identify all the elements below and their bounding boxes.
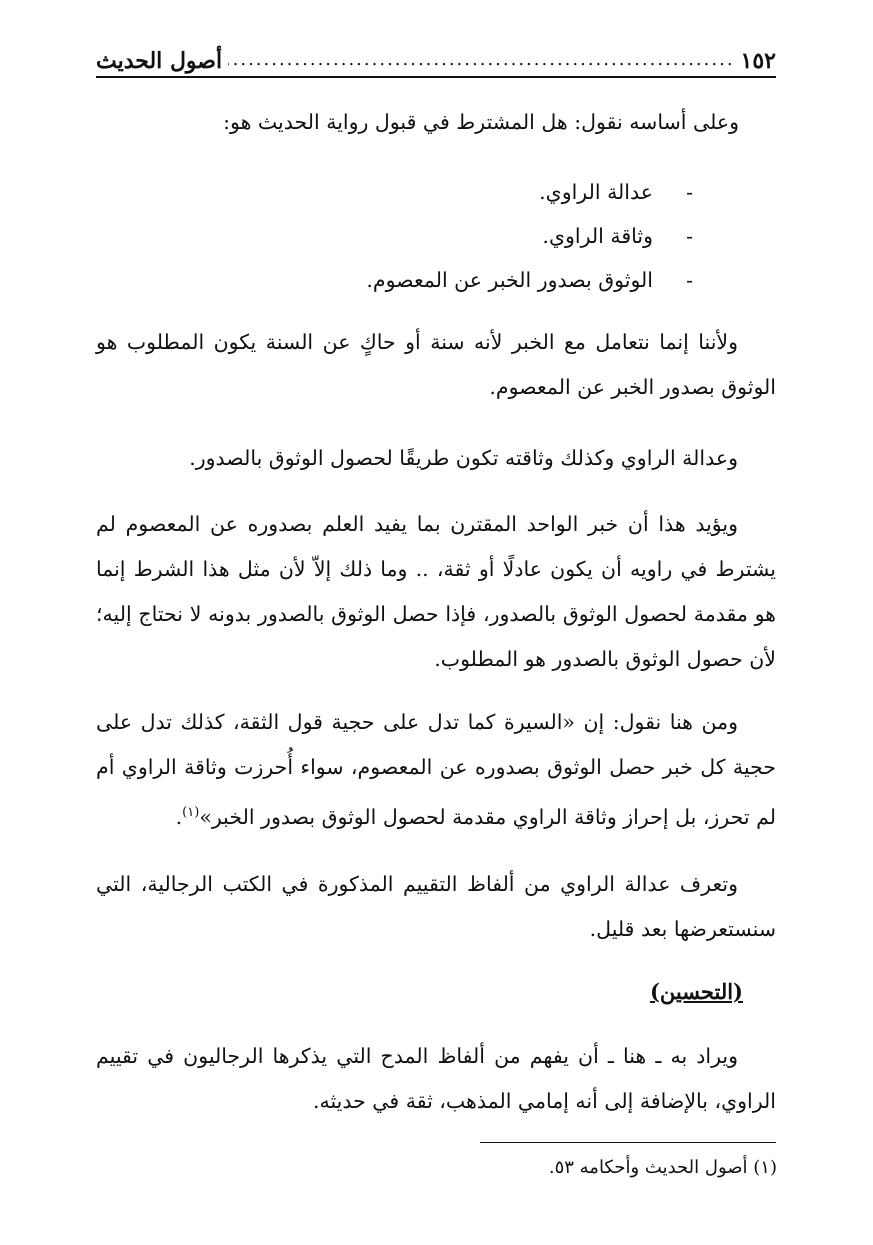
bullet-dash: - [686, 224, 693, 248]
paragraph-3: ويؤيد هذا أن خبر الواحد المقترن بما يفيد العلم بصدوره عن المعصوم لم يشترط في راويه أن يكون عادلًا أو ثقة، .. وما ذلك إلاّ لأن مثل هذا الشرط إنما هو مقدمة لحصول الوثوق بالصدور، فإذا حصل الوثوق بالصدور بدونه لا نحتاج إليه؛ لأن حصول الوثوق بالصدور هو المطلوب. [96, 512, 776, 671]
header-leader-dots [228, 49, 734, 70]
footnote: (١) أصول الحديث وأحكامه ٥٣. [548, 1157, 777, 1178]
running-header [96, 34, 776, 74]
list-item [173, 170, 693, 214]
list-item [173, 258, 693, 302]
header-title: أصول الحديث [96, 48, 223, 74]
paragraph-1: ولأننا إنما نتعامل مع الخبر لأنه سنة أو حاكٍ عن السنة يكون المطلوب هو الوثوق بصدور الخبر عن المعصوم. [96, 330, 776, 399]
header-rule [96, 76, 776, 78]
list-item-text: وثاقة الراوي. [542, 224, 653, 248]
footnote-ref[interactable]: (١) [182, 805, 200, 820]
footnote-rule [480, 1142, 776, 1143]
list-item [173, 214, 693, 258]
section-heading: (التحسين) [649, 979, 743, 1004]
page-number: ١٥٢ [740, 48, 776, 74]
intro-line: وعلى أساسه نقول: هل المشترط في قبول رواية الحديث هو: [223, 110, 739, 134]
paragraph-2: وعدالة الراوي وكذلك وثاقته تكون طريقًا لحصول الوثوق بالصدور. [189, 446, 738, 470]
list-item-text: عدالة الراوي. [539, 180, 653, 204]
paragraph-5: وتعرف عدالة الراوي من ألفاظ التقييم المذكورة في الكتب الرجالية، التي سنستعرضها بعد قليل. [96, 872, 776, 941]
list-item-text: الوثوق بصدور الخبر عن المعصوم. [366, 268, 653, 292]
conditions-list [173, 170, 693, 302]
bullet-dash: - [686, 180, 693, 204]
paragraph-4 [96, 700, 776, 840]
paragraph-4-end: . [175, 804, 183, 829]
paragraph-6: ويراد به ـ هنا ـ أن يفهم من ألفاظ المدح التي يذكرها الرجاليون في تقييم الراوي، بالإضافة إلى أنه إمامي المذهب، ثقة في حديثه. [96, 1044, 776, 1113]
paragraph-4-text: ومن هنا نقول: إن «السيرة كما تدل على حجية قول الثقة، كذلك تدل على حجية كل خبر حصل الوثوق بصدوره عن المعصوم، سواء أُحرزت وثاقة الراوي أم لم تحرز، بل إحراز وثاقة الراوي مقدمة لحصول الوثوق بصدور الخبر» [96, 710, 776, 829]
bullet-dash: - [686, 268, 693, 292]
